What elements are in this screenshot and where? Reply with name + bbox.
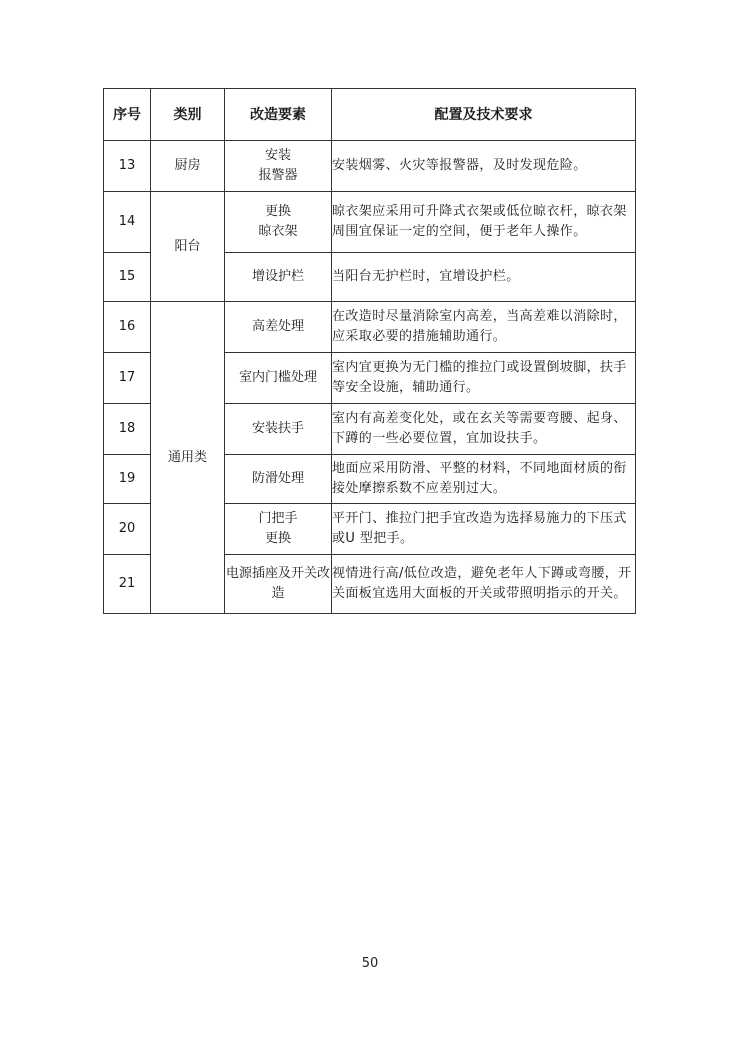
table-header [104, 89, 636, 141]
header-category: 类别 [151, 89, 225, 141]
header-no: 序号 [104, 89, 151, 141]
row-element: 安装 报警器 [225, 141, 332, 192]
row-category: 厨房 [151, 141, 225, 192]
table-row [104, 192, 636, 253]
page-number: 50 [361, 956, 379, 971]
modification-requirements-table [103, 88, 636, 614]
row-requirement: 平开门、推拉门把手宜改造为选择易施力的下压式或U 型把手。 [332, 504, 636, 555]
row-requirement: 晾衣架应采用可升降式衣架或低位晾衣杆，晾衣架周围宜保证一定的空间，便于老年人操作。 [332, 192, 636, 253]
row-no: 16 [104, 302, 151, 353]
row-no: 13 [104, 141, 151, 192]
row-element: 安装扶手 [225, 404, 332, 455]
row-requirement: 在改造时尽量消除室内高差，当高差难以消除时，应采取必要的措施辅助通行。 [332, 302, 636, 353]
row-element: 电源插座及开关改造 [225, 555, 332, 614]
row-no: 15 [104, 253, 151, 302]
row-requirement: 安装烟雾、火灾等报警器，及时发现危险。 [332, 141, 636, 192]
row-element: 室内门槛处理 [225, 353, 332, 404]
table-row [104, 141, 636, 192]
row-requirement: 地面应采用防滑、平整的材料，不同地面材质的衔接处摩擦系数不应差别过大。 [332, 455, 636, 504]
row-no: 17 [104, 353, 151, 404]
row-element: 门把手 更换 [225, 504, 332, 555]
row-element: 防滑处理 [225, 455, 332, 504]
row-no: 20 [104, 504, 151, 555]
header-requirement: 配置及技术要求 [332, 89, 636, 141]
row-no: 18 [104, 404, 151, 455]
row-requirement: 室内宜更换为无门槛的推拉门或设置倒坡脚，扶手等安全设施，辅助通行。 [332, 353, 636, 404]
row-no: 21 [104, 555, 151, 614]
row-category: 通用类 [151, 302, 225, 614]
table-header-row [104, 89, 636, 141]
row-element: 更换 晾衣架 [225, 192, 332, 253]
row-element: 高差处理 [225, 302, 332, 353]
row-requirement: 室内有高差变化处，或在玄关等需要弯腰、起身、下蹲的一些必要位置，宜加设扶手。 [332, 404, 636, 455]
row-requirement: 视情进行高/低位改造，避免老年人下蹲或弯腰，开关面板宜选用大面板的开关或带照明指示的开关。 [332, 555, 636, 614]
table-body [104, 141, 636, 614]
row-element: 增设护栏 [225, 253, 332, 302]
row-no: 19 [104, 455, 151, 504]
table-row [104, 302, 636, 353]
row-category: 阳台 [151, 192, 225, 302]
row-requirement: 当阳台无护栏时，宜增设护栏。 [332, 253, 636, 302]
header-element: 改造要素 [225, 89, 332, 141]
row-no: 14 [104, 192, 151, 253]
